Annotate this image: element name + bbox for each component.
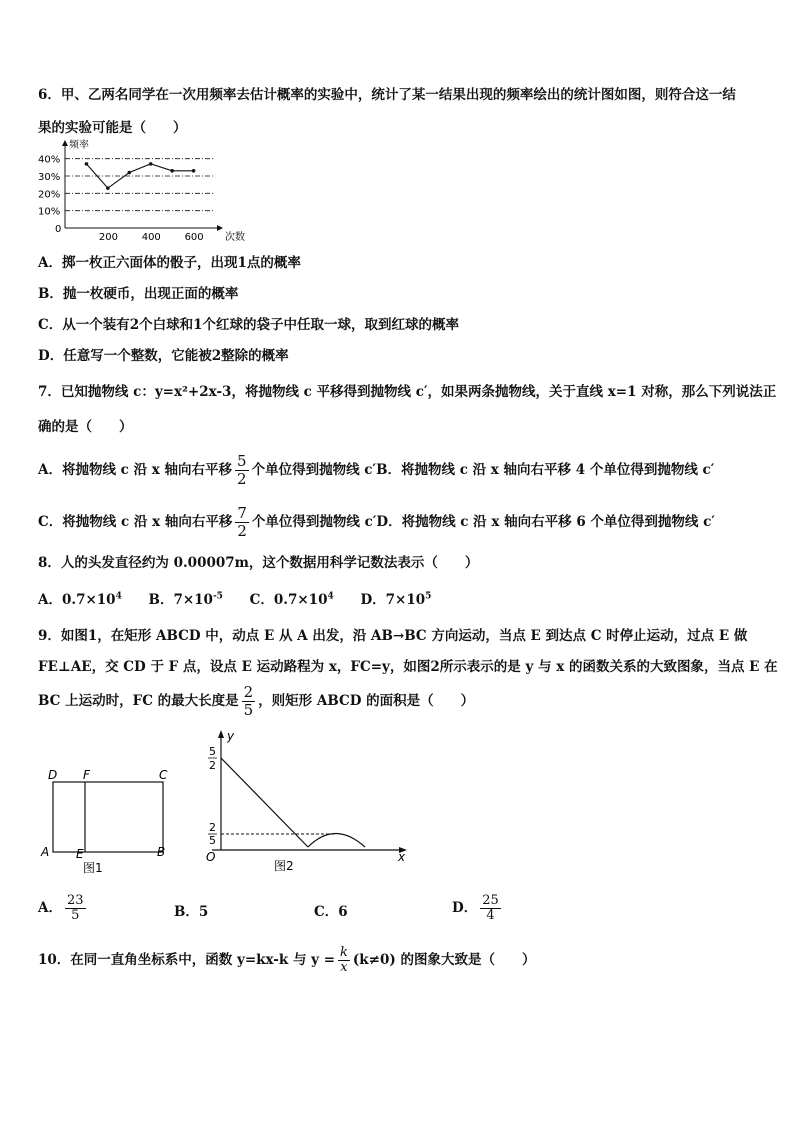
q7-option-a-post: 个单位得到抛物线 c′ xyxy=(251,462,377,478)
q8-option-d xyxy=(360,592,431,608)
origin-label: O xyxy=(206,850,216,864)
chart-y-tick-label: 40% xyxy=(38,154,61,166)
q8-options xyxy=(38,588,431,608)
chart-origin-label: 0 xyxy=(55,224,62,235)
q7-options-row1 xyxy=(38,452,714,488)
q9-option-d-label: D． xyxy=(452,900,478,916)
q6-stem-line2: 果的实验可能是（ ） xyxy=(38,120,187,136)
q7-option-c-num: 7 xyxy=(237,504,247,522)
q9-stem-line3 xyxy=(38,684,474,719)
q8-option-b-base: B．7×10 xyxy=(148,592,213,608)
q9-figure1-rectangle xyxy=(36,765,186,880)
q9-figure2-graph xyxy=(198,728,418,878)
chart-x-arrow xyxy=(217,225,223,231)
chart-data-point xyxy=(192,169,196,173)
q7-stem-line1: 7．已知抛物线 c：y=x²+2x-3，将抛物线 c 平移得到抛物线 c′，如果两条抛物线，关于直线 x=1 对称，那么下列说法正 xyxy=(38,384,777,400)
q7-option-b: B．将抛物线 c 沿 x 轴向右平移 4 个单位得到抛物线 c′ xyxy=(376,462,715,478)
q10-stem-post: (k≠0) 的图象大致是（ ） xyxy=(352,952,536,968)
q9-stem-frac-den: 5 xyxy=(243,701,254,719)
graph-arc xyxy=(308,834,365,848)
label-c: C xyxy=(159,768,168,782)
q7-option-c-text: C．将抛物线 c 沿 x 轴向右平移 xyxy=(38,514,233,530)
q7-option-a-den: 2 xyxy=(237,470,247,488)
q10-stem-pre: 10．在同一直角坐标系中，函数 y=kx-k 与 y = xyxy=(38,952,336,968)
q8-option-a-base: A．0.7×10 xyxy=(38,592,116,608)
chart-y-axis-label: 频率 xyxy=(69,140,89,151)
q10-stem xyxy=(38,940,535,980)
frequency-chart xyxy=(30,138,245,246)
q7-stem-line2: 确的是（ ） xyxy=(38,419,133,435)
q8-option-c-exp: 4 xyxy=(327,591,334,602)
q8-option-b-exp: -5 xyxy=(212,591,223,602)
q7-option-a-text: A．将抛物线 c 沿 x 轴向右平移 xyxy=(38,462,233,478)
chart-x-tick-label: 600 xyxy=(184,232,204,243)
q8-option-d-base: D．7×10 xyxy=(360,592,426,608)
chart-data-point xyxy=(170,169,174,173)
q9-option-a-label: A． xyxy=(38,900,62,916)
q9-stem3-pre: BC 上运动时，FC 的最大长度是 xyxy=(38,693,239,709)
q7-option-a-num: 5 xyxy=(237,452,247,470)
q7-option-c-post: 个单位得到抛物线 c′ xyxy=(251,514,377,530)
q7-option-a-fraction xyxy=(235,453,249,488)
label-a: A xyxy=(41,845,50,859)
chart-x-tick-label: 200 xyxy=(98,232,118,243)
q7-option-c-fraction xyxy=(235,505,249,540)
y-axis-arrow xyxy=(218,730,224,738)
q7-option-d: D．将抛物线 c 沿 x 轴向右平移 6 个单位得到抛物线 c′ xyxy=(376,514,715,530)
label-b: B xyxy=(157,845,166,859)
q9-option-d-fraction xyxy=(480,894,501,923)
chart-data-point xyxy=(149,162,153,166)
chart-data-point xyxy=(85,162,89,166)
y-tick-mid-den: 5 xyxy=(209,834,216,847)
q10-fraction xyxy=(338,946,350,975)
q9-option-a-num: 23 xyxy=(66,893,84,908)
x-label: x xyxy=(398,850,406,864)
figure1-caption: 图1 xyxy=(83,861,103,875)
q9-stem3-post: ，则矩形 ABCD 的面积是（ ） xyxy=(258,693,475,709)
q10-frac-den: x xyxy=(340,960,348,975)
figure2-caption: 图2 xyxy=(274,859,294,873)
y-tick-top-den: 2 xyxy=(209,759,216,772)
y-tick-top-num: 5 xyxy=(209,745,216,758)
q9-option-a xyxy=(38,887,89,929)
q6-option-c: C．从一个装有2个白球和1个红球的袋子中任取一球，取到红球的概率 xyxy=(38,317,460,333)
chart-y-tick-label: 10% xyxy=(38,206,61,218)
q9-option-d-den: 4 xyxy=(486,908,495,923)
q6-option-b: B．抛一枚硬币，出现正面的概率 xyxy=(38,286,239,302)
q8-option-a xyxy=(38,592,122,608)
q6-stem-line1: 6．甲、乙两名同学在一次用频率去估计概率的实验中，统计了某一结果出现的频率绘出的统计图如图，则符合这一结 xyxy=(38,87,736,103)
q10-frac-num: k xyxy=(340,945,348,960)
label-e: E xyxy=(76,847,84,861)
q9-option-d xyxy=(452,887,504,929)
q8-option-c-base: C．0.7×10 xyxy=(249,592,328,608)
q6-option-d: D．任意写一个整数，它能被2整除的概率 xyxy=(38,348,289,364)
q7-options-row2 xyxy=(38,504,715,540)
q8-stem: 8．人的头发直径约为 0.00007m，这个数据用科学记数法表示（ ） xyxy=(38,555,479,571)
y-label: y xyxy=(227,729,235,743)
chart-data-point xyxy=(127,171,131,175)
chart-y-tick-label: 30% xyxy=(38,172,61,183)
label-d: D xyxy=(48,768,58,782)
chart-y-arrow xyxy=(62,140,68,146)
y-tick-mid-num: 2 xyxy=(209,821,216,834)
chart-x-tick-label: 400 xyxy=(141,232,161,243)
chart-data-point xyxy=(106,186,110,190)
graph-segment xyxy=(221,758,308,847)
rectangle-abcd xyxy=(53,782,163,852)
q8-option-a-exp: 4 xyxy=(115,591,122,602)
chart-x-axis-label: 次数 xyxy=(225,232,245,243)
q9-option-a-fraction xyxy=(65,894,86,923)
q9-stem-line2: FE⊥AE，交 CD 于 F 点，设点 E 运动路程为 x，FC=y，如图2所示表示的是 y 与 x 的函数关系的大致图象，当点 E 在 xyxy=(38,659,778,675)
q9-option-d-num: 25 xyxy=(482,893,499,908)
q9-option-c: C．6 xyxy=(314,904,348,920)
label-f: F xyxy=(83,768,90,782)
q6-option-a: A．掷一枚正六面体的骰子，出现1点的概率 xyxy=(38,255,301,271)
chart-y-tick-label: 20% xyxy=(38,189,61,201)
q9-stem-fraction xyxy=(242,684,256,719)
q9-option-a-den: 5 xyxy=(71,908,80,923)
q8-option-b xyxy=(149,592,223,608)
q7-option-c-den: 2 xyxy=(237,522,247,540)
q9-stem-frac-num: 2 xyxy=(243,683,254,701)
q8-option-d-exp: 5 xyxy=(425,591,432,602)
q9-stem-line1: 9．如图1，在矩形 ABCD 中，动点 E 从 A 出发，沿 AB→BC 方向运动，当点 E 到达点 C 时停止运动，过点 E 做 xyxy=(38,628,748,644)
q9-option-b: B．5 xyxy=(174,904,209,920)
q8-option-c xyxy=(250,592,334,608)
